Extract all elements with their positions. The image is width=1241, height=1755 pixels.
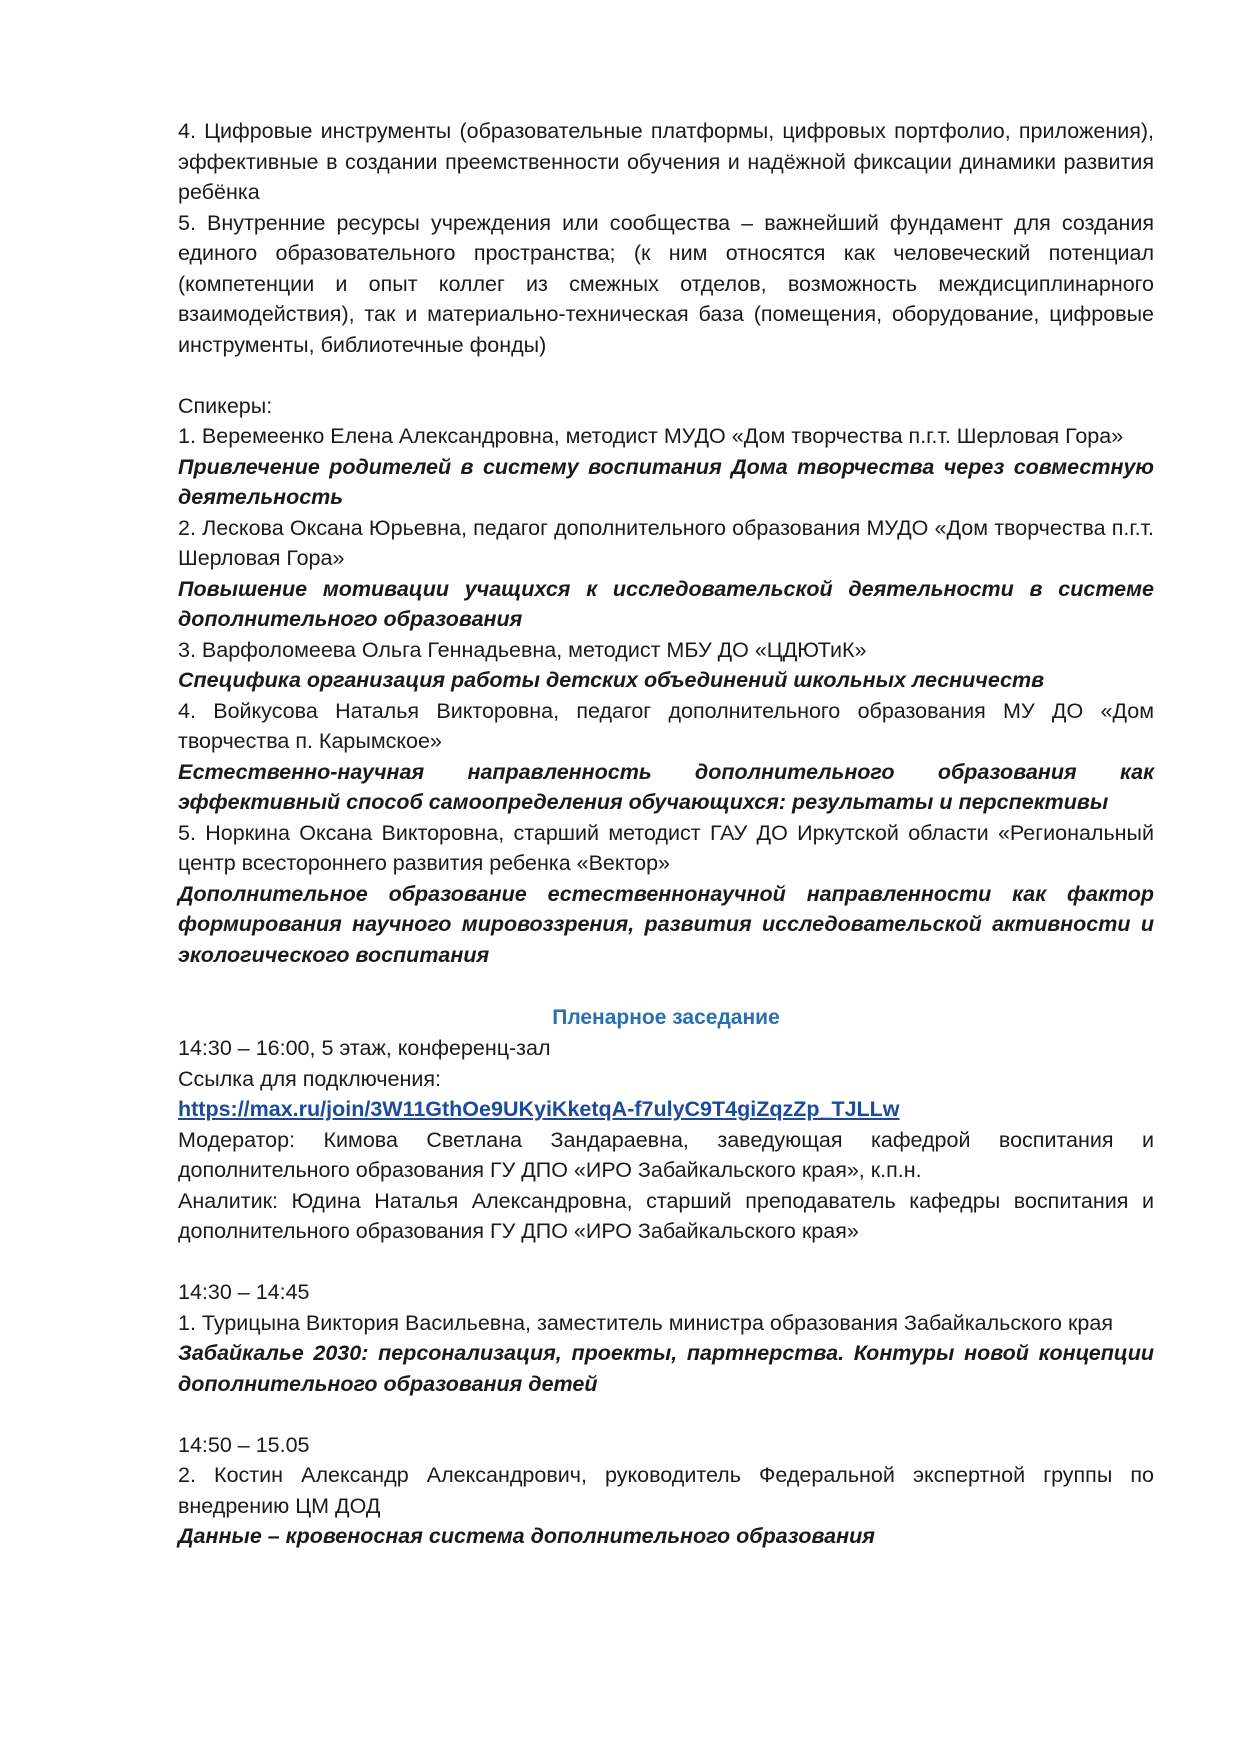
speaker-1-name: 1. Веремеенко Елена Александровна, методист МУДО «Дом творчества п.г.т. Шерловая Гора» — [178, 424, 1124, 448]
speaker-1-topic: Привлечение родителей в систему воспитания Дома творчества через совместную деятельность — [178, 454, 1154, 509]
intro-item-4: 4. Цифровые инструменты (образовательные платформы, цифровых портфолио, приложения), эффективные в создании преемственности обучения и надёжной фиксации динамики развития ребёнка — [178, 119, 1154, 204]
speakers-heading: Спикеры: — [178, 393, 273, 418]
session-1-topic: Забайкалье 2030: персонализация, проекты, партнерства. Контуры новой концепции дополнительного образования детей — [178, 1341, 1154, 1396]
spacer — [178, 970, 1154, 1001]
spacer — [178, 1399, 1154, 1430]
session-2-topic: Данные – кровеносная система дополнительного образования — [178, 1524, 875, 1548]
session-1-time: 14:30 – 14:45 — [178, 1280, 310, 1304]
plenary-analyst: Аналитик: Юдина Наталья Александровна, старший преподаватель кафедры воспитания и дополнительного образования ГУ ДПО «ИРО Забайкальского края» — [178, 1188, 1154, 1243]
speaker-4-topic: Естественно-научная направленность дополнительного образования как эффективный способ самоопределения обучающихся: результаты и перспективы — [178, 759, 1154, 814]
plenary-link-label: Ссылка для подключения: — [178, 1066, 441, 1091]
session-2-time: 14:50 – 15.05 — [178, 1432, 310, 1457]
speaker-5-topic: Дополнительное образование естественнонаучной направленности как фактор формирования научного мировоззрения, развития исследовательской активности и экологического воспитания — [178, 881, 1154, 967]
session-2-speaker: 2. Костин Александр Александрович, руководитель Федеральной экспертной группы по внедрению ЦМ ДОД — [178, 1463, 1154, 1518]
spacer — [178, 1247, 1154, 1278]
session-1-speaker: 1. Турицына Виктория Васильевна, заместитель министра образования Забайкальского края — [178, 1310, 1113, 1335]
speaker-5-name: 5. Норкина Оксана Викторовна, старший методист ГАУ ДО Иркутской области «Региональный центр всестороннего развития ребенка «Вектор» — [178, 820, 1154, 875]
speaker-4-name: 4. Войкусова Наталья Викторовна, педагог дополнительного образования МУ ДО «Дом творчества п. Карымское» — [178, 698, 1154, 753]
plenary-time-place: 14:30 – 16:00, 5 этаж, конференц-зал — [178, 1036, 551, 1060]
speaker-3-topic: Специфика организация работы детских объединений школьных лесничеств — [178, 668, 1045, 692]
join-link[interactable]: https://max.ru/join/3W11GthOe9UKyiKketqA-f7ulyC9T4giZqzZp_TJLLw — [178, 1097, 900, 1121]
document-page — [178, 116, 1154, 1552]
spacer — [178, 360, 1154, 391]
plenary-title: Пленарное заседание — [552, 1005, 780, 1029]
speaker-2-topic: Повышение мотивации учащихся к исследовательской деятельности в системе дополнительного образования — [178, 576, 1154, 631]
plenary-moderator: Модератор: Кимова Светлана Зандараевна, заведующая кафедрой воспитания и дополнительного образования ГУ ДПО «ИРО Забайкальского края», к.п.н. — [178, 1127, 1154, 1182]
speaker-2-name: 2. Лескова Оксана Юрьевна, педагог дополнительного образования МУДО «Дом творчества п.г.т. Шерловая Гора» — [178, 515, 1154, 570]
speaker-3-name: 3. Варфоломеева Ольга Геннадьевна, методист МБУ ДО «ЦДЮТиК» — [178, 637, 867, 662]
intro-item-5: 5. Внутренние ресурсы учреждения или сообщества – важнейший фундамент для создания единого образовательного пространства; (к ним относятся как человеческий потенциал (компетенции и опыт коллег из смежных отделов, возможность междисциплинарного взаимодействия), так и материально-техническая база (помещения, оборудование, цифровые инструменты, библиотечные фонды) — [178, 210, 1154, 357]
